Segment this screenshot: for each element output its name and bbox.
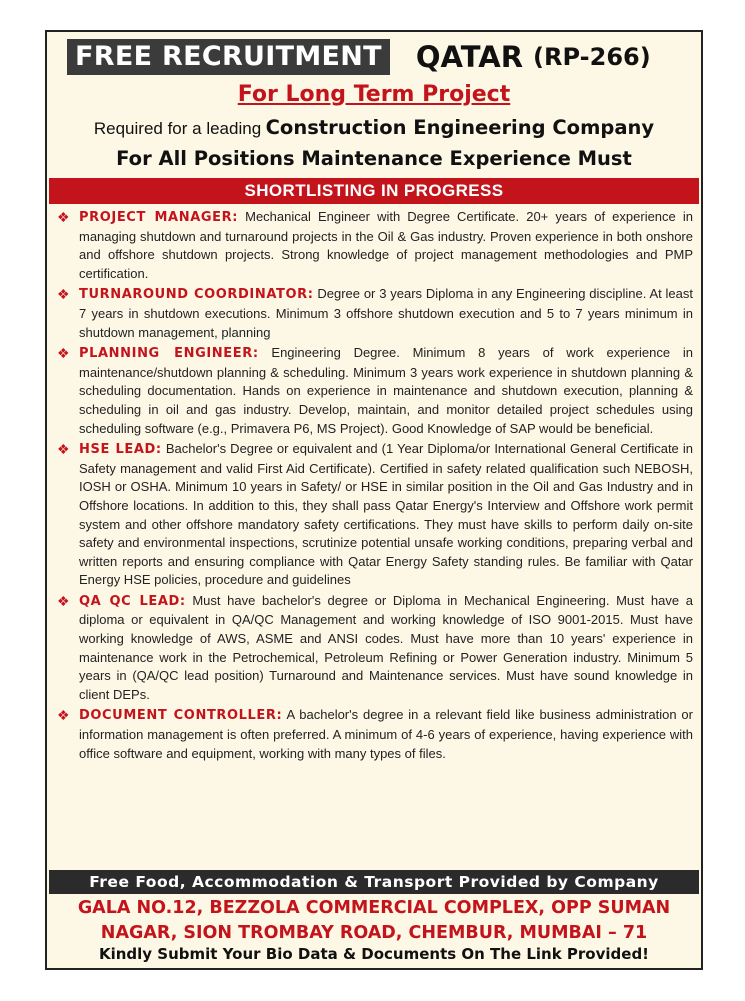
job-item (53, 440, 693, 590)
diamond-bullet-icon: ❖ (57, 707, 70, 724)
job-description: Engineering Degree. Minimum 8 years of work experience in maintenance/shutdown planning & scheduling. Minimum 3 years work experience in shutdown planning & scheduling documentation. Hands on experience in maintenance and shutdown execution, planning & scheduling in oil and gas industry. Develop, maintain, and monitor detailed project schedules using scheduling software (e.g., Primavera P6, MS Project). Good Knowledge of SAP would be beneficial. (79, 345, 693, 436)
job-description: Must have bachelor's degree or Diploma in Mechanical Engineering. Must have a diploma or equivalent in QA/QC Management and working knowledge of ISO 9001-2015. Must have working knowledge of AWS, ASME and ANSI codes. Must have more than 10 years' experience in maintenance work in the Petrochemical, Petroleum Refining or Power Generation industry. Minimum 5 years in (QA/QC lead position) Turnaround and Maintenance services. Must have sound knowledge in client DEPs. (79, 592, 693, 702)
job-item (53, 285, 693, 342)
job-title: PROJECT MANAGER: (79, 210, 239, 225)
diamond-bullet-icon: ❖ (57, 441, 70, 458)
requirement-line (47, 116, 701, 139)
title-row (67, 38, 651, 76)
job-description: Mechanical Engineer with Degree Certificate. 20+ years of experience in managing shutdown and turnaround projects in the Oil & Gas industry. Proven experience in both onshore and offshore shutdown projects. Strong knowledge of project management methodologies and PMP certification. (79, 209, 693, 281)
job-title: PLANNING ENGINEER: (79, 346, 259, 362)
job-description: A bachelor's degree in a relevant field like business administration or information management is often preferred. A minimum of 4-6 years of experience, having experience with office software and equipment, working with many types of files. (79, 707, 693, 761)
diamond-bullet-icon: ❖ (57, 345, 70, 362)
reference-code: (RP-266) (533, 43, 651, 71)
required-prefix: Required for a leading (93, 119, 262, 138)
subtitle (47, 82, 701, 107)
shortlisting-banner: SHORTLISTING IN PROGRESS (49, 178, 699, 204)
job-title: DOCUMENT CONTROLLER: (79, 708, 283, 724)
subtitle-text: For Long Term Project (237, 82, 511, 107)
recruitment-flyer (45, 30, 703, 970)
job-title: HSE LEAD: (79, 442, 162, 458)
job-item (53, 344, 693, 438)
job-list (53, 208, 693, 765)
address-line-1: GALA NO.12, BEZZOLA COMMERCIAL COMPLEX, OPP SUMAN (77, 898, 671, 918)
diamond-bullet-icon: ❖ (57, 209, 70, 225)
diamond-bullet-icon: ❖ (57, 592, 70, 609)
job-title: TURNAROUND COORDINATOR: (79, 287, 314, 303)
diamond-bullet-icon: ❖ (57, 286, 70, 303)
job-item (53, 592, 693, 705)
job-title: QA QC LEAD: (79, 593, 186, 609)
job-description: Bachelor's Degree or equivalent and (1 Year Diploma/or International General Certificate in Safety management and valid First Aid Certificate). Certified in safety related qualification such NEBOSH, IOSH or OSHA. Minimum 10 years in Safety/ or HSE in similar position in the Oil and Gas Industry and in Offshore locations. In addition to this, they shall pass Qatar Energy's Interview and Offshore work permit system and other offshore mandatory safety certifications. They must have skills to perform daily on-site safety and environmental inspections, scrutinize potential unsafe working conditions, preparing verbal and written reports and ensuring compliance with Qatar Energy Safety standing rules. Be familiar with Qatar Energy HSE policies, procedure and guidelines (79, 441, 693, 588)
free-recruitment-label: FREE RECRUITMENT (67, 39, 390, 75)
positions-line: For All Positions Maintenance Experience Must (116, 147, 632, 170)
company-type: Construction Engineering Company (265, 116, 655, 139)
office-address (47, 896, 701, 946)
job-description: Degree or 3 years Diploma in any Engineering discipline. At least 7 years in shutdown executions. Minimum 3 offshore shutdown execution and 5 to 7 years minimum in shutdown management, planning (79, 286, 693, 340)
submit-instruction: Kindly Submit Your Bio Data & Documents On The Link Provided! (98, 945, 650, 963)
address-line-2: NAGAR, SION TROMBAY ROAD, CHEMBUR, MUMBAI – 71 (100, 923, 648, 943)
job-item (53, 208, 693, 283)
job-item (53, 706, 693, 763)
benefits-bar: Free Food, Accommodation & Transport Provided by Company (49, 870, 699, 894)
country-title: QATAR (415, 40, 524, 74)
